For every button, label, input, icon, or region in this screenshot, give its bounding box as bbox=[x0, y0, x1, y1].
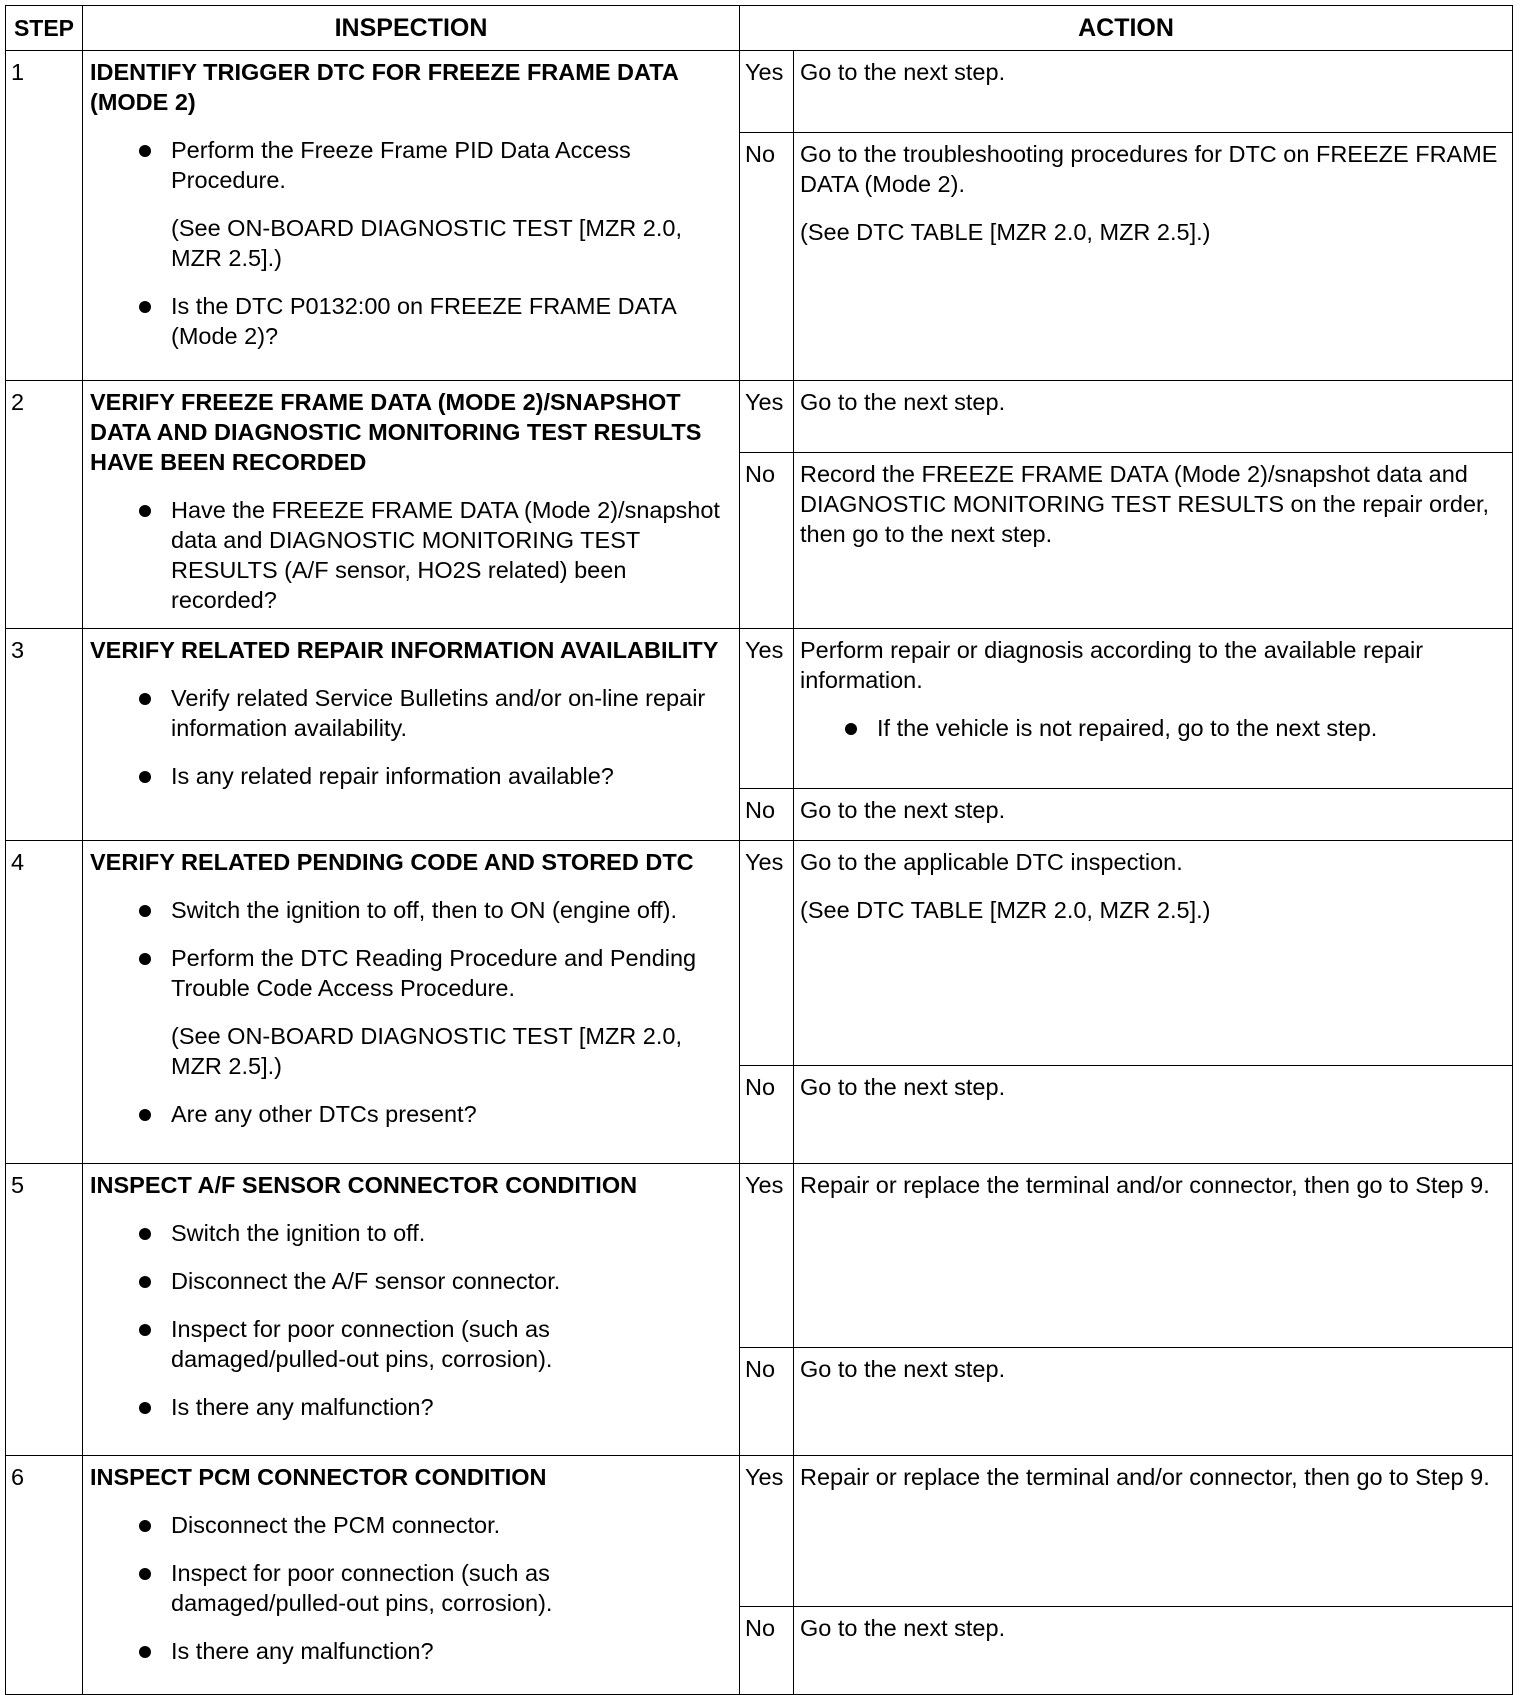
step-2-yes-row bbox=[6, 381, 1513, 453]
yes-action: Repair or replace the terminal and/or connector, then go to Step 9. bbox=[794, 1164, 1513, 1348]
yes-label: Yes bbox=[740, 1456, 794, 1607]
step-title: VERIFY FREEZE FRAME DATA (MODE 2)/SNAPSHOT DATA AND DIAGNOSTIC MONITORING TEST RESULTS HAVE BEEN RECORDED bbox=[90, 389, 702, 475]
inspection-question: Is the DTC P0132:00 on FREEZE FRAME DATA (Mode 2)? bbox=[90, 291, 731, 351]
step-number: 5 bbox=[6, 1164, 83, 1456]
inspection-bullet: Perform the DTC Reading Procedure and Pending Trouble Code Access Procedure. bbox=[90, 943, 731, 1003]
header-action: ACTION bbox=[740, 6, 1513, 51]
step-inspection bbox=[83, 381, 740, 629]
step-inspection bbox=[83, 51, 740, 381]
inspection-bullet: Verify related Service Bulletins and/or on-line repair information availability. bbox=[90, 683, 731, 743]
yes-action: Repair or replace the terminal and/or connector, then go to Step 9. bbox=[794, 1456, 1513, 1607]
inspection-question: Have the FREEZE FRAME DATA (Mode 2)/snapshot data and DIAGNOSTIC MONITORING TEST RESULTS (A/F sensor, HO2S related) been recorded? bbox=[90, 495, 731, 615]
step-title: INSPECT A/F SENSOR CONNECTOR CONDITION bbox=[90, 1172, 638, 1198]
step-6-yes-row bbox=[6, 1456, 1513, 1607]
step-number: 3 bbox=[6, 629, 83, 841]
diagnostic-procedure-sheet bbox=[5, 5, 1512, 1689]
yes-action: Go to the next step. bbox=[794, 381, 1513, 453]
step-inspection bbox=[83, 1164, 740, 1456]
no-label: No bbox=[740, 453, 794, 629]
step-title: IDENTIFY TRIGGER DTC FOR FREEZE FRAME DATA (MODE 2) bbox=[90, 59, 678, 115]
inspection-bullet: Disconnect the A/F sensor connector. bbox=[90, 1266, 731, 1296]
inspection-bullet: Perform the Freeze Frame PID Data Access Procedure. bbox=[90, 135, 731, 195]
yes-action-text: Perform repair or diagnosis according to the available repair information. bbox=[800, 637, 1424, 693]
inspection-bullet: Switch the ignition to off, then to ON (engine off). bbox=[90, 895, 731, 925]
yes-label: Yes bbox=[740, 1164, 794, 1348]
inspection-question: Is any related repair information available? bbox=[90, 761, 731, 791]
diagnostic-table bbox=[5, 5, 1513, 1695]
reference-link-text: (See ON-BOARD DIAGNOSTIC TEST [MZR 2.0, MZR 2.5].) bbox=[171, 215, 682, 271]
header-step: STEP bbox=[6, 6, 83, 51]
step-5-yes-row bbox=[6, 1164, 1513, 1348]
step-inspection bbox=[83, 629, 740, 841]
no-label: No bbox=[740, 1348, 794, 1456]
inspection-question: Is there any malfunction? bbox=[90, 1636, 731, 1666]
yes-label: Yes bbox=[740, 51, 794, 133]
inspection-question: Are any other DTCs present? bbox=[90, 1099, 731, 1129]
step-1-yes-row bbox=[6, 51, 1513, 133]
step-number: 6 bbox=[6, 1456, 83, 1695]
step-title: VERIFY RELATED REPAIR INFORMATION AVAILABILITY bbox=[90, 637, 719, 663]
step-number: 4 bbox=[6, 841, 83, 1164]
step-number: 1 bbox=[6, 51, 83, 381]
yes-label: Yes bbox=[740, 381, 794, 453]
inspection-bullet: Inspect for poor connection (such as damaged/pulled-out pins, corrosion). bbox=[90, 1558, 731, 1618]
no-label: No bbox=[740, 1066, 794, 1164]
reference-link-text: (See ON-BOARD DIAGNOSTIC TEST [MZR 2.0, MZR 2.5].) bbox=[171, 1023, 682, 1079]
no-action: Go to the next step. bbox=[794, 1607, 1513, 1695]
yes-action-reference: (See DTC TABLE [MZR 2.0, MZR 2.5].) bbox=[800, 897, 1211, 923]
step-inspection bbox=[83, 841, 740, 1164]
no-label: No bbox=[740, 1607, 794, 1695]
no-action: Go to the next step. bbox=[794, 1348, 1513, 1456]
inspection-question: Is there any malfunction? bbox=[90, 1392, 731, 1422]
header-row bbox=[6, 6, 1513, 51]
no-action-reference: (See DTC TABLE [MZR 2.0, MZR 2.5].) bbox=[800, 219, 1211, 245]
inspection-bullet: Inspect for poor connection (such as damaged/pulled-out pins, corrosion). bbox=[90, 1314, 731, 1374]
yes-action-bullet: If the vehicle is not repaired, go to the next step. bbox=[800, 713, 1502, 743]
yes-action bbox=[794, 841, 1513, 1066]
no-label: No bbox=[740, 789, 794, 841]
no-action bbox=[794, 133, 1513, 381]
inspection-bullet: Disconnect the PCM connector. bbox=[90, 1510, 731, 1540]
yes-label: Yes bbox=[740, 841, 794, 1066]
no-label: No bbox=[740, 133, 794, 381]
inspection-bullet: Switch the ignition to off. bbox=[90, 1218, 731, 1248]
no-action: Record the FREEZE FRAME DATA (Mode 2)/snapshot data and DIAGNOSTIC MONITORING TEST RESULTS on the repair order, then go to the next step. bbox=[794, 453, 1513, 629]
no-action: Go to the next step. bbox=[794, 1066, 1513, 1164]
yes-action: Go to the next step. bbox=[794, 51, 1513, 133]
yes-action bbox=[794, 629, 1513, 789]
step-title: VERIFY RELATED PENDING CODE AND STORED DTC bbox=[90, 849, 694, 875]
yes-label: Yes bbox=[740, 629, 794, 789]
step-3-yes-row bbox=[6, 629, 1513, 789]
step-title: INSPECT PCM CONNECTOR CONDITION bbox=[90, 1464, 547, 1490]
header-inspection: INSPECTION bbox=[83, 6, 740, 51]
no-action-text: Go to the troubleshooting procedures for DTC on FREEZE FRAME DATA (Mode 2). bbox=[800, 141, 1498, 197]
step-inspection bbox=[83, 1456, 740, 1695]
step-4-yes-row bbox=[6, 841, 1513, 1066]
step-number: 2 bbox=[6, 381, 83, 629]
no-action: Go to the next step. bbox=[794, 789, 1513, 841]
yes-action-text: Go to the applicable DTC inspection. bbox=[800, 849, 1183, 875]
